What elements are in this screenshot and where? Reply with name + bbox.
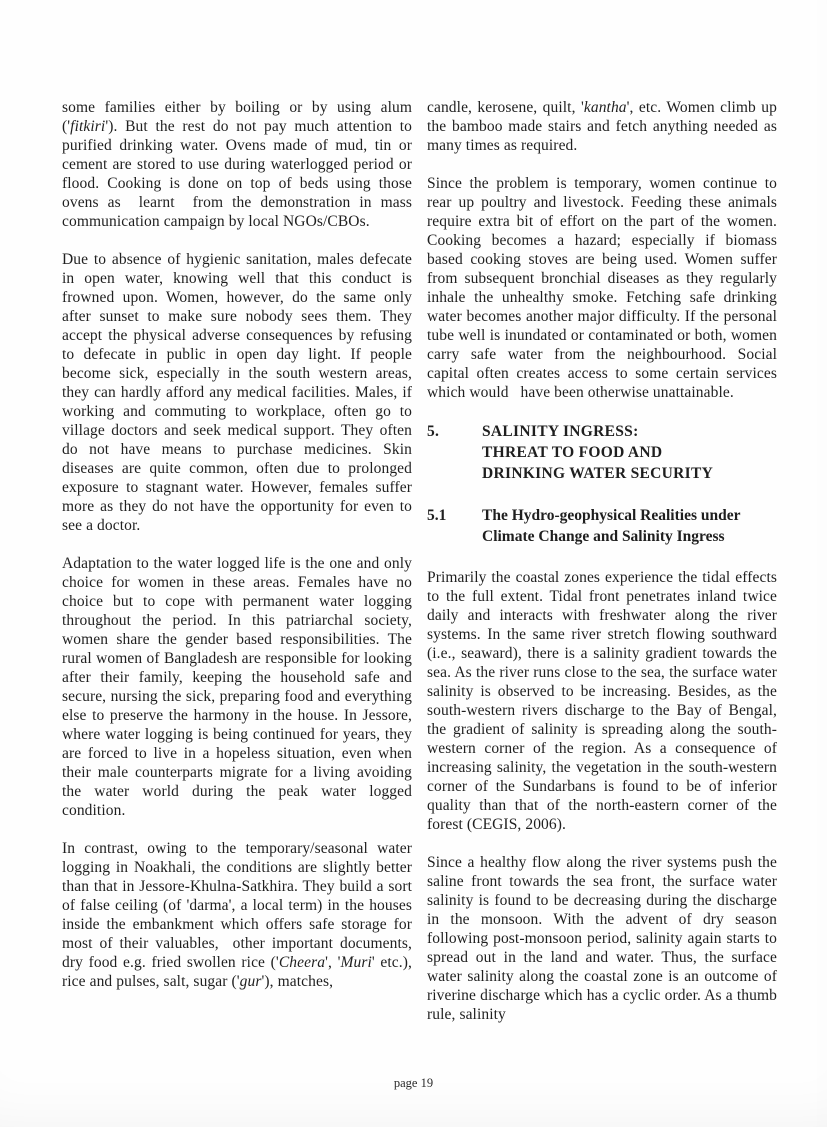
- italic-term: kantha: [583, 99, 627, 116]
- heading-text: The Hydro-geophysical Realities under Climate Change and Salinity Ingress: [482, 507, 741, 545]
- heading-number: 5.1: [427, 507, 447, 524]
- italic-term: Cheera: [278, 954, 326, 971]
- paragraph: [62, 250, 412, 535]
- text-run: '), matches,: [261, 973, 334, 990]
- text-run: candle, kerosene, quilt, ': [427, 99, 584, 116]
- paragraph: [427, 98, 777, 155]
- italic-term: gur: [239, 973, 262, 990]
- text-run: ', etc. Women climb up the bamboo made stairs and fetch anything needed as many times as required.: [427, 99, 777, 154]
- text-run: Due to absence of hygienic sanitation, males defecate in open water, knowing well that this conduct is frowned upon. Women, however, do the same only after sunset to make sure nobody sees them. They accept the physical adverse consequences by refusing to defecate in public in open day light. If people become sick, especially in the south western areas, they can hardly afford any medical facilities. Males, if working and commuting to workplace, often go to village doctors and seek medical support. They often do not have means to purchase medicines. Skin diseases are quite common, often due to prolonged exposure to stagnant water. However, females suffer more as they do not have the opportunity for even to see a doctor.: [62, 251, 412, 534]
- italic-term: fitkiri: [70, 118, 106, 135]
- paragraph: [427, 174, 777, 402]
- text-columns: [62, 98, 777, 1043]
- text-run: In contrast, owing to the temporary/seasonal water logging in Noakhali, the conditions are slightly better than that in Jessore-Khulna-Satkhira. They build a sort of false ceiling (of 'darma', a local term) in the houses inside the embankment which offers safe storage for most of their valuables, other important documents, dry food e.g. fried swollen rice (': [62, 840, 412, 971]
- page-number: page 19: [393, 1076, 434, 1090]
- subsection-heading: [427, 505, 777, 547]
- paragraph: [62, 839, 412, 991]
- paragraph: [427, 568, 777, 834]
- text-run: Since a healthy flow along the river systems push the saline front towards the sea front, the surface water salinity is found to be decreasing during the discharge in the monsoon. With the advent of dry season following post-monsoon period, salinity again starts to spread out in the land and water. Thus, the surface water salinity along the coastal zone is an outcome of riverine discharge which has a cyclic order. As a thumb rule, salinity: [427, 854, 777, 1023]
- heading-number: 5.: [427, 423, 440, 440]
- paragraph: [427, 853, 777, 1024]
- text-run: ', ': [325, 954, 341, 971]
- text-run: '). But the rest do not pay much attention to purified drinking water. Ovens made of mud, tin or cement are stored to use during waterlogged period or flood. Cooking is done on top of beds using those ovens as learnt from the demonstration in mass communication campaign by local NGOs/CBOs.: [62, 118, 412, 230]
- text-run: some families either by boiling or by using alum (': [62, 99, 412, 135]
- paragraph: [62, 554, 412, 820]
- paragraph: [62, 98, 412, 231]
- text-run: Primarily the coastal zones experience the tidal effects to the full extent. Tidal front penetrates inland twice daily and interacts with freshwater along the river systems. In the same river stretch flowing southward (i.e., seaward), there is a salinity gradient towards the sea. As the river runs close to the sea, the surface water salinity is observed to be increasing. Besides, as the south-western rivers discharge to the Bay of Bengal, the gradient of salinity is spreading along the south-western corner of the region. As a consequence of increasing salinity, the vegetation in the south-western corner of the Sundarbans is found to be of inferior quality than that of the north-eastern corner of the forest (CEGIS, 2006).: [427, 569, 777, 833]
- left-column: [62, 98, 412, 1043]
- right-column: [427, 98, 777, 1043]
- italic-term: Muri: [340, 954, 372, 971]
- heading-text: SALINITY INGRESS: THREAT TO FOOD AND DRINKING WATER SECURITY: [482, 423, 714, 482]
- text-run: Since the problem is temporary, women continue to rear up poultry and livestock. Feeding these animals require extra bit of effort on the part of the women. Cooking becomes a hazard; especially if biomass based cooking stoves are being used. Women suffer from subsequent bronchial diseases as they regularly inhale the unhealthy smoke. Fetching safe drinking water becomes another major difficulty. If the personal tube well is inundated or contaminated or both, women carry safe water from the neighbourhood. Social capital often creates access to some certain services which would have been otherwise unattainable.: [427, 175, 777, 401]
- text-run: ' etc.), rice and pulses, salt, sugar (': [62, 954, 412, 990]
- section-heading: [427, 421, 777, 484]
- text-run: Adaptation to the water logged life is the one and only choice for women in these areas. Females have no choice but to cope with permanent water logging throughout the period. In this patriarchal society, women share the gender based responsibilities. The rural women of Bangladesh are responsible for looking after their family, keeping the household safe and secure, nursing the sick, preparing food and everything else to preserve the harmony in the house. In Jessore, where water logging is being continued for years, they are forced to live in a hopeless situation, even when their male counterparts migrate for a living avoiding the water world during the peak water logged condition.: [62, 555, 412, 819]
